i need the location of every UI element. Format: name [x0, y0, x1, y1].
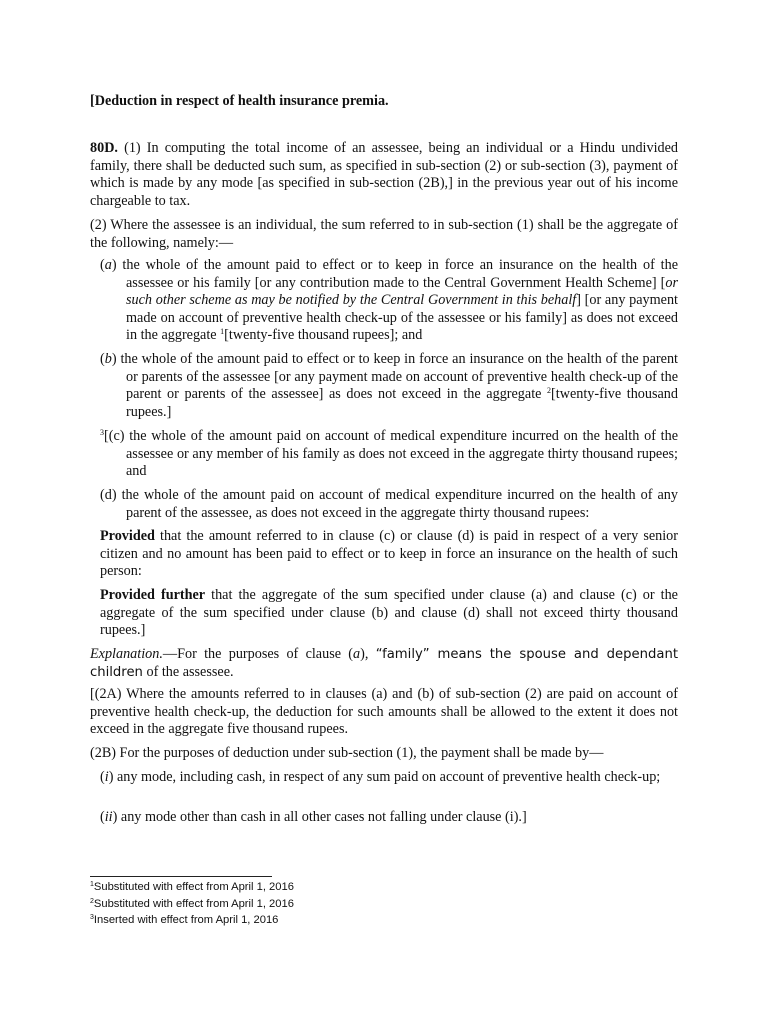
proviso-1: Provided that the amount referred to in clause (c) or clause (d) is paid in respect of a very senior citizen and no amount has been paid to effect or to keep in force an insurance on the health of such person:	[100, 528, 678, 580]
clause-b: (b) the whole of the amount paid to effect or to keep in force an insurance on the health of the parent or parents of the assessee [or any payment made on account of preventive health check-up of the parent or parents of the assessee] as does not exceed in the aggregate $^2$[twenty-five thousand rupees.]	[100, 351, 678, 420]
section-number: 80D.	[90, 140, 118, 156]
clause-c: $^3$[(c) the whole of the amount paid on account of medical expenditure incurred on the health of the assessee or any member of his family as does not exceed in the aggregate thirty thousand rupees; and	[100, 428, 678, 480]
item-i: (i) any mode, including cash, in respect of any sum paid on account of preventive health check-up;	[100, 769, 661, 785]
section-heading: [Deduction in respect of health insurance premia.	[90, 93, 389, 109]
footnote-ref-2: 2	[547, 386, 552, 396]
subsection-1	[90, 140, 678, 210]
footnote-1: $^1$Substituted with effect from April 1, 2016	[90, 881, 294, 893]
footnote-2: $^2$Substituted with effect from April 1, 2016	[90, 898, 294, 910]
clause-a-italic: or such other scheme as may be notified by the Central Government in this behalf	[126, 274, 678, 309]
footnote-divider	[90, 876, 272, 877]
footnote-ref-1: 1	[220, 327, 225, 337]
clause-a: (a) the whole of the amount paid to effect or to keep in force an insurance on the health of the assessee or his family [or any contribution made to the Central Government Health Scheme] [or such other scheme as may be notified by the Central Government in this behalf] [or any payment made on account of preventive health check-up of the assessee or his family] as does not exceed in the aggregate $^1$[twenty-five thousand rupees]; and	[100, 257, 678, 344]
subsection-2: (2) Where the assessee is an individual, the sum referred to in sub-section (1) shall be the aggregate of the following, namely:—	[90, 217, 678, 251]
subsection-2b: (2B) For the purposes of deduction under sub-section (1), the payment shall be made by—	[90, 745, 604, 761]
proviso-2: Provided further that the aggregate of the sum specified under clause (a) and clause (c) or the aggregate of the sum specified under clause (b) and clause (d) shall not exceed thirty thousand rupees.]	[100, 587, 678, 639]
clause-b-letter: b	[104, 351, 112, 367]
clause-a-letter: a	[104, 257, 112, 273]
item-ii: (ii) any mode other than cash in all other cases not falling under clause (i).]	[100, 809, 527, 825]
subsection-2a: [(2A) Where the amounts referred to in clauses (a) and (b) of sub-section (2) are paid on account of preventive health check-up, the deduction for such amounts shall be allowed to the extent it does not exceed in the aggregate five thousand rupees.	[90, 686, 678, 738]
footnote-3: $^3$Inserted with effect from April 1, 2016	[90, 914, 279, 926]
footnote-ref-3: 3	[100, 428, 104, 437]
clause-d: (d) the whole of the amount paid on account of medical expenditure incurred on the health of any parent of the assessee, as does not exceed in the aggregate thirty thousand rupees:	[100, 487, 678, 521]
explanation: Explanation.—For the purposes of clause (a), “family” means the spouse and dependant children of the assessee.	[90, 646, 678, 680]
subsection-1-text: (1) In computing the total income of an assessee, being an individual or a Hindu undivided family, there shall be deducted such sum, as specified in sub-section (2) or sub-section (3), payment of which is made by any mode [as specified in sub-section (2B),] in the previous year out of his income chargeable to tax.	[90, 140, 678, 209]
